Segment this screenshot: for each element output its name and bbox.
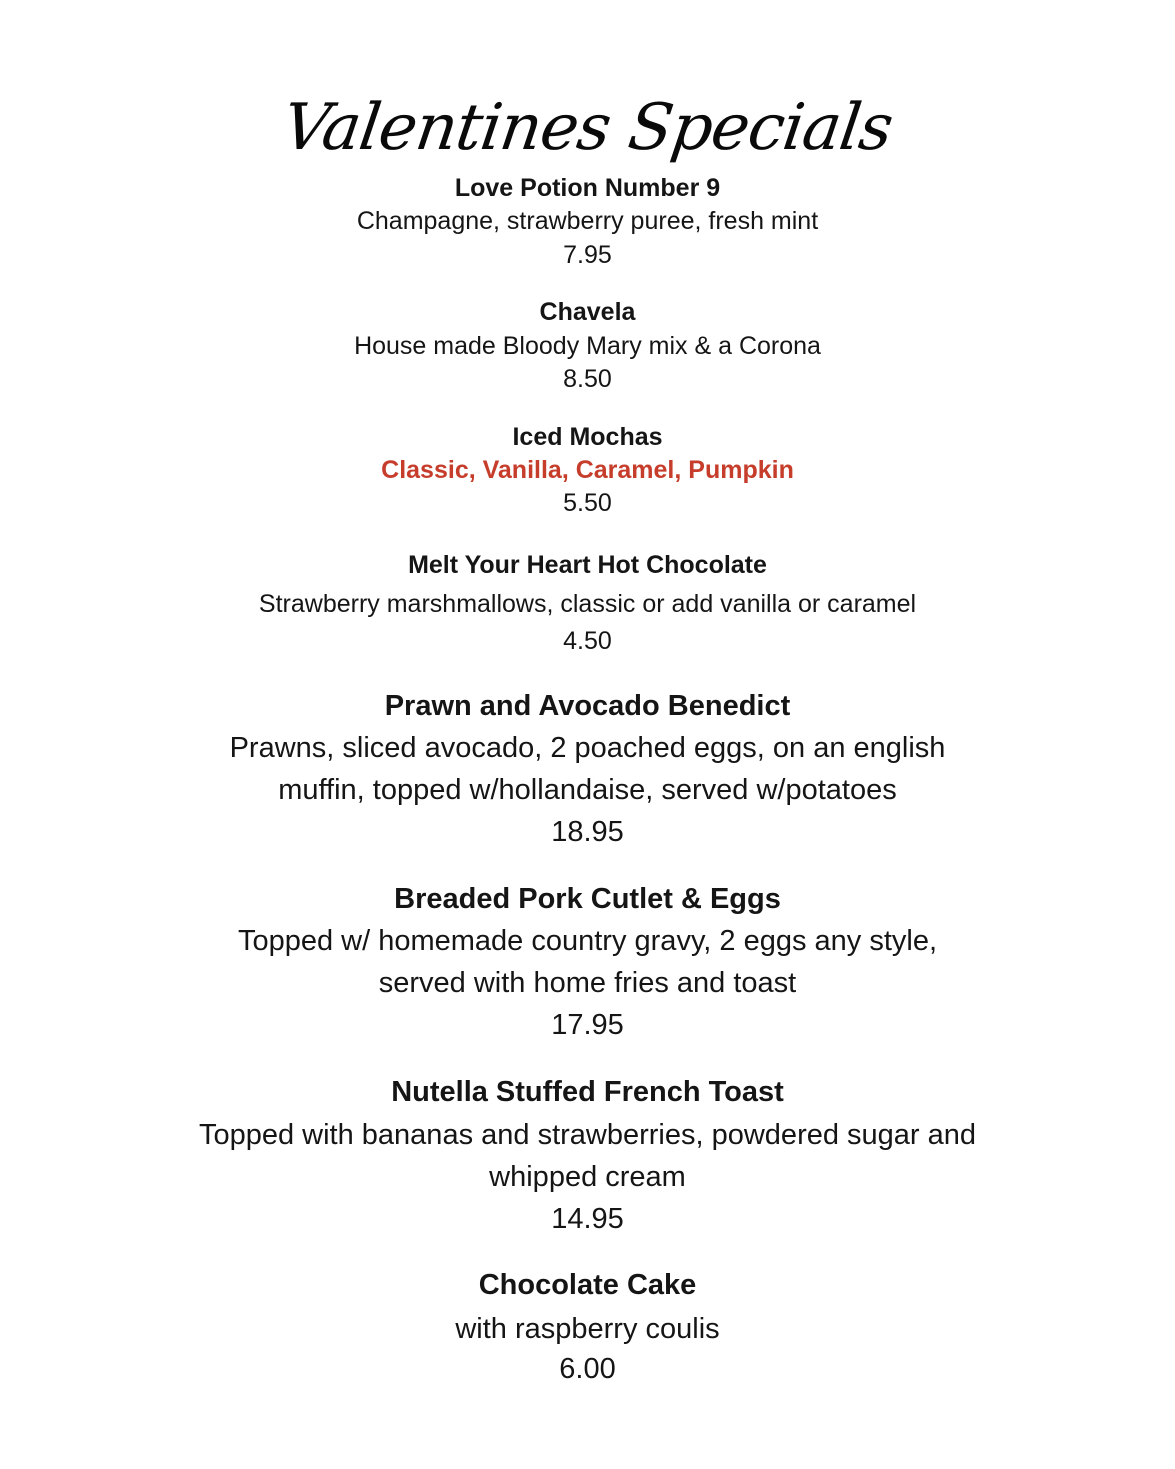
item-price-iced-mochas: 5.50	[563, 489, 612, 517]
item-price-chocolate-cake: 6.00	[559, 1353, 616, 1385]
item-name-hot-chocolate: Melt Your Heart Hot Chocolate	[408, 551, 767, 579]
item-price-chavela: 8.50	[563, 365, 612, 393]
item-name-nutella-french-toast: Nutella Stuffed French Toast	[391, 1076, 784, 1108]
item-price-prawn-benedict: 18.95	[551, 816, 624, 848]
item-description-line-pork-cutlet: Topped w/ homemade country gravy, 2 eggs any style,	[237, 925, 938, 957]
item-description-chavela: House made Bloody Mary mix & a Corona	[354, 332, 821, 360]
item-description-line-prawn-benedict: Prawns, sliced avocado, 2 poached eggs, on an english	[229, 732, 946, 764]
item-description-line-pork-cutlet: served with home fries and toast	[378, 967, 797, 999]
item-price-nutella-french-toast: 14.95	[551, 1203, 624, 1235]
menu-title: Valentines Specials	[278, 91, 897, 165]
item-description-line-prawn-benedict: muffin, topped w/hollandaise, served w/potatoes	[278, 774, 897, 806]
item-name-love-potion: Love Potion Number 9	[454, 174, 721, 202]
item-description-line-nutella-french-toast: Topped with bananas and strawberries, powdered sugar and	[198, 1119, 977, 1151]
item-name-prawn-benedict: Prawn and Avocado Benedict	[384, 690, 791, 722]
item-price-hot-chocolate: 4.50	[563, 627, 612, 655]
item-description-love-potion: Champagne, strawberry puree, fresh mint	[356, 207, 819, 235]
item-price-love-potion: 7.95	[563, 241, 612, 269]
item-price-pork-cutlet: 17.95	[551, 1009, 624, 1041]
item-name-chavela: Chavela	[539, 298, 636, 326]
item-name-iced-mochas: Iced Mochas	[512, 423, 663, 451]
item-description-chocolate-cake: with raspberry coulis	[455, 1313, 720, 1345]
item-name-pork-cutlet: Breaded Pork Cutlet & Eggs	[394, 883, 781, 915]
item-flavors-iced-mochas: Classic, Vanilla, Caramel, Pumpkin	[381, 456, 794, 484]
item-name-chocolate-cake: Chocolate Cake	[478, 1269, 697, 1301]
item-description-line-nutella-french-toast: whipped cream	[489, 1161, 686, 1193]
item-description-hot-chocolate: Strawberry marshmallows, classic or add vanilla or caramel	[258, 590, 917, 618]
